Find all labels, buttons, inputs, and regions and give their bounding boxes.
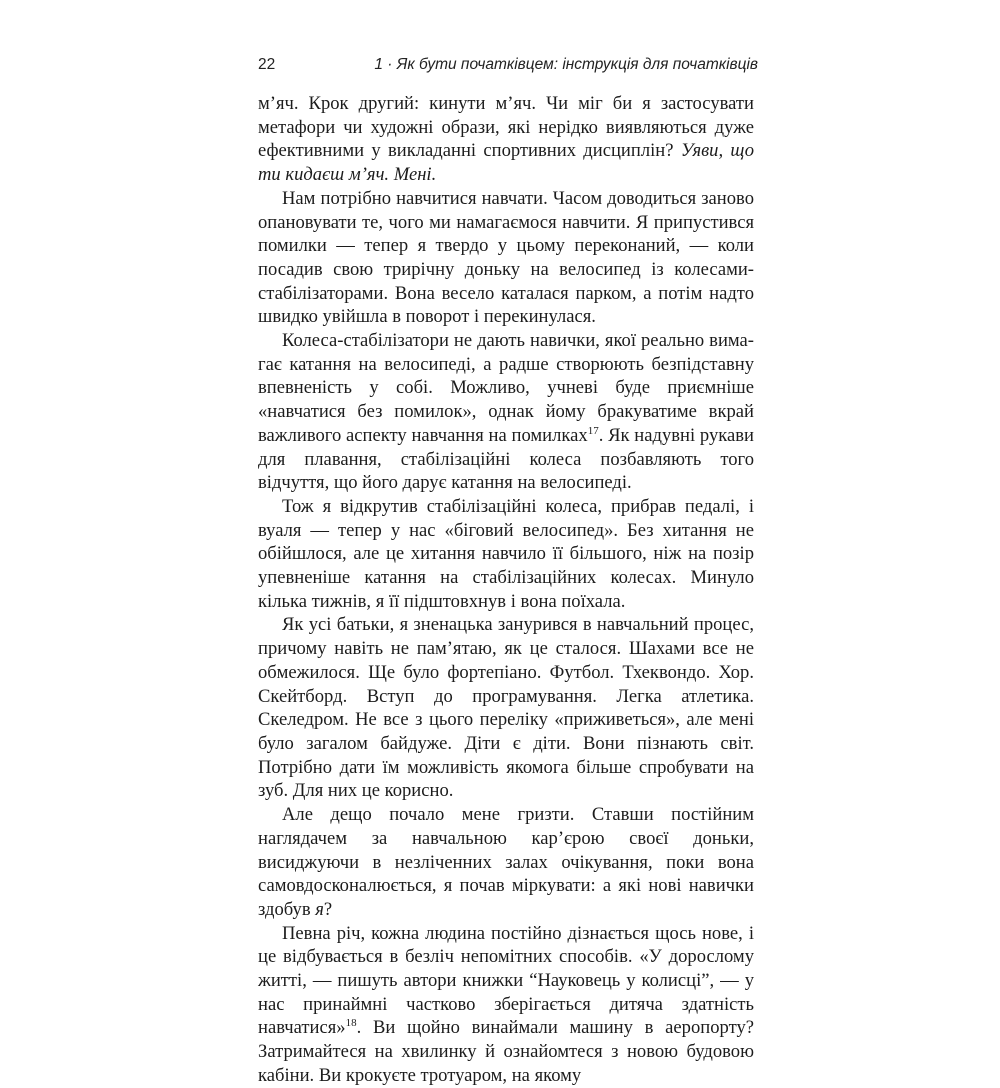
footnote-ref: 18: [345, 1017, 357, 1030]
footnote-ref: 17: [587, 424, 599, 437]
body-text: [258, 92, 754, 1088]
paragraph: м’яч. Крок другий: кинути м’яч. Чи міг би я застосувати метафори чи художні образи, які нерідко виявляються дуже ефективними у викладанні спортивних дисциплін? Уяви, що ти кидаєш м’яч. Мені.: [258, 93, 754, 186]
paragraph: Тож я відкрутив стабілізаційні колеса, прибрав педалі, і вуаля — тепер у нас «біговий велосипед». Без хитання не обійшлося, але це хитання навчило її більшого, ніж на позір упевненіше катання на стабілізаційних колесах. Минуло кілька тижнів, я її підштовхнув і вона поїхала.: [258, 495, 754, 612]
paragraph: Але дещо почало мене гризти. Ставши постійним наглядачем за навчальною кар’єрою своєї доньки, висиджуючи в незліченних залах очікування, поки вона самовдосконалюється, я почав міркувати: а які нові навички здобув я?: [258, 804, 754, 920]
page-header: [258, 56, 758, 74]
page-number: 22: [258, 56, 276, 73]
paragraph: Колеса-стабілізатори не дають навички, якої реально вимагає катання на велосипеді, а радше створюють безпідставну впевненість у собі. Можливо, учневі буде приємніше «навчатися без помилок», однак йому бракуватиме вкрай важливого аспекту навчання на помилках$^{17}$. Як надувні рукави для плавання, стабілізаційні колеса позбавляють того відчуття, що його дарує катання на велосипеді.: [258, 330, 754, 494]
paragraph: Як усі батьки, я зненацька занурився в навчальний процес, причому навіть не пам’ятаю, як це сталося. Шахами все не обмежилося. Ще було фортепіано. Футбол. Тхеквондо. Хор. Скейтборд. Вступ до програмування. Легка атлетика. Скеледром. Не все з цього переліку «приживеться», але мені було загалом байдуже. Діти є діти. Вони пізнають світ. Потрібно дати їм можливість якомога більше спробувати на зуб. Для них це корисно.: [258, 614, 754, 802]
paragraph: Нам потрібно навчитися навчати. Часом доводиться заново опановувати те, чого ми намагаємося навчити. Я припустився помилки — тепер я твердо у цьому переконаний, — коли посадив свою трирічну доньку на велосипед із колесами-стабілізаторами. Вона весело каталася парком, а потім надто швидко увійшла в поворот і перекинулася.: [258, 187, 754, 328]
paragraph: Певна річ, кожна людина постійно дізнається щось нове, і це відбувається в безліч непомітних способів. «У дорослому житті, — пишуть автори книжки “Науковець у колисці”, — у нас принаймні частково зберігається дитяча здатність навчатися»$^{18}$. Ви щойно винаймали машину в аеропорту? Затримайтеся на хвилинку й ознайомтеся з новою будовою кабіни. Ви крокуєте тротуаром, на якому: [258, 922, 754, 1086]
running-head: 1 · Як бути початківцем: інструкція для початківців: [374, 56, 758, 73]
